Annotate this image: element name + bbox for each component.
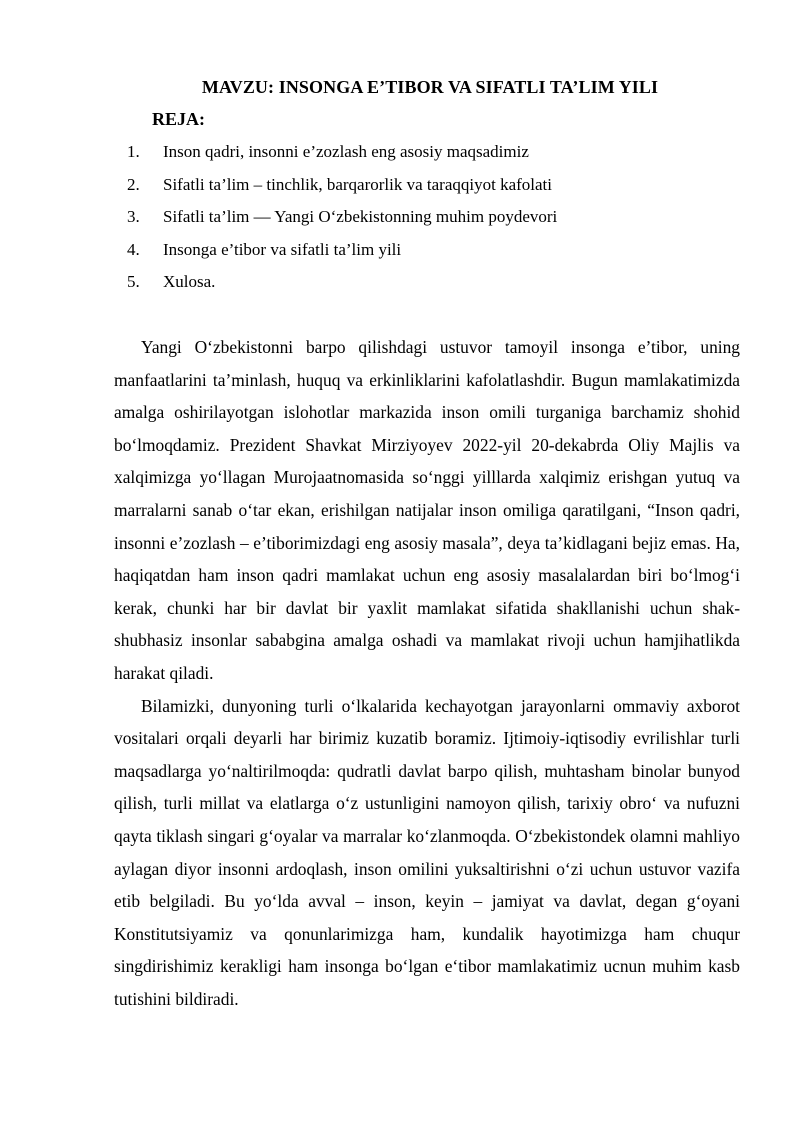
- plan-item-text: Sifatli ta’lim – tinchlik, barqarorlik va taraqqiyot kafolati: [163, 174, 552, 194]
- plan-item: [127, 205, 557, 238]
- plan-item-number: 2.: [127, 174, 140, 194]
- plan-item-number: 5.: [127, 272, 140, 291]
- paragraph: Yangi O‘zbekistonni barpo qilishdagi ustuvor tamoyil insonga e’tibor, uning manfaatlarini ta’minlash, huquq va erkinliklarini kafolatlashdir. Bugun mamlakatimizda amalga oshirilayotgan islohotlar markazida inson omili turganiga barchamiz shohid bo‘lmoqdamiz. Prezident Shavkat Mirziyoyev 2022-yil 20-dekabrda Oliy Majlis va xalqimizga yo‘llagan Murojaatnomasida so‘nggi yilllarda xalqimiz erishgan yutuq va marralarni sanab o‘tar ekan, erishilgan natijalar inson omiliga qaratilgani, “Inson qadri, insonni e’zozlash – e’tiborimizdagi eng asosiy masala”, deya ta’kidlagani bejiz emas. Ha, haqiqatdan ham inson qadri mamlakat uchun eng asosiy masalalardan biri bo‘lmog‘i kerak, chunki har bir davlat bir yaxlit mamlakat sifatida shakllanishi uchun shak-shubhasiz insonlar sababgina amalga oshadi va mamlakat rivoji uchun hamjihatlikda harakat qiladi.: [114, 337, 740, 683]
- plan-item-text: Insonga e’tibor va sifatli ta’lim yili: [163, 239, 402, 259]
- plan-item-text: Sifatli ta’lim — Yangi O‘zbekistonning muhim poydevori: [163, 207, 558, 226]
- plan-item-number: 4.: [127, 239, 140, 259]
- plan-item-number: 1.: [127, 142, 140, 161]
- plan-item: [127, 270, 557, 303]
- plan-item-text: Inson qadri, insonni e’zozlash eng asosiy maqsadimiz: [163, 142, 529, 161]
- body-text: [114, 331, 740, 1015]
- plan-item: [127, 140, 557, 173]
- document-title: MAVZU: INSONGA E’TIBOR VA SIFATLI TA’LIM YILI: [201, 77, 659, 97]
- plan-item-text: Xulosa.: [163, 272, 216, 291]
- plan-item: [127, 173, 557, 206]
- plan-heading: REJA:: [152, 109, 205, 129]
- plan-list: [127, 140, 557, 303]
- paragraph: Bilamizki, dunyoning turli o‘lkalarida kechayotgan jarayonlarni ommaviy axborot vositalari orqali deyarli har birimiz kuzatib boramiz. Ijtimoiy-iqtisodiy evrilishlar turli maqsadlarga yo‘naltirilmoqda: qudratli davlat barpo qilish, muhtasham binolar bunyod qilish, turli millat va elatlarga o‘z ustunligini namoyon qilish, tarixiy obro‘ va nufuzni qayta tiklash singari g‘oyalar va marralar ko‘zlanmoqda. O‘zbekistondek olamni mahliyo aylagan diyor insonni ardoqlash, inson omilini yuksaltirishni o‘zi uchun ustuvor vazifa etib belgiladi. Bu yo‘lda avval – inson, keyin – jamiyat va davlat, degan g‘oyani Konstitutsiyamiz va qonunlarimizga ham, kundalik hayotimizga ham chuqur singdirishimiz kerakligi ham insonga bo‘lgan e‘tibor mamlakatimiz ucnun muhim kasb tutishini bildiradi.: [114, 695, 740, 1009]
- plan-item: [127, 238, 557, 271]
- plan-item-number: 3.: [127, 207, 140, 226]
